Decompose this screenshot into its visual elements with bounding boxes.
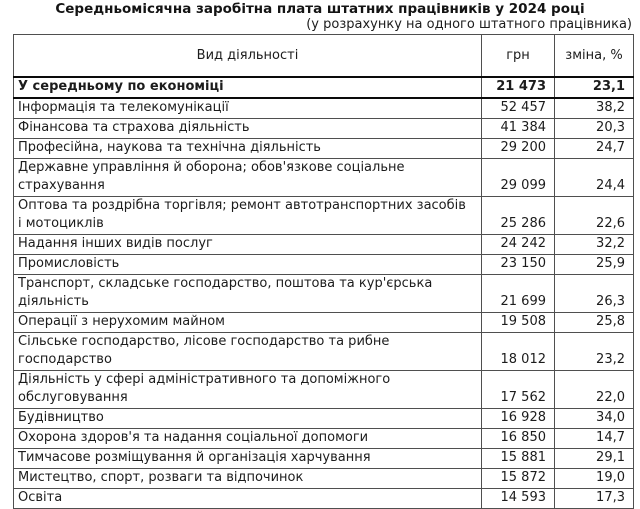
change-cell: 24,4 (555, 158, 634, 196)
activity-cell: Діяльність у сфері адміністративного та допоміжного обслуговування (14, 370, 482, 408)
summary-activity-cell: У середньому по економіці (14, 77, 482, 98)
uah-cell: 25 286 (482, 196, 555, 234)
change-cell: 19,0 (555, 468, 634, 488)
uah-cell: 29 099 (482, 158, 555, 196)
table-row (14, 428, 634, 448)
activity-cell: Промисловість (14, 254, 482, 274)
page-title: Середньомісячна заробітна плата штатних працівників у 2024 році (55, 1, 585, 17)
change-cell: 20,3 (555, 118, 634, 138)
uah-cell: 17 562 (482, 370, 555, 408)
uah-cell: 41 384 (482, 118, 555, 138)
activity-cell: Транспорт, складське господарство, поштова та кур'єрська діяльність (14, 274, 482, 312)
summary-row (14, 77, 634, 98)
change-cell: 14,7 (555, 428, 634, 448)
uah-cell: 23 150 (482, 254, 555, 274)
activity-cell: Мистецтво, спорт, розваги та відпочинок (14, 468, 482, 488)
activity-cell: Оптова та роздрібна торгівля; ремонт автотранспортних засобів і мотоциклів (14, 196, 482, 234)
column-header-change: зміна, % (555, 35, 634, 77)
activity-cell: Державне управління й оборона; обов'язкове соціальне страхування (14, 158, 482, 196)
uah-cell: 14 593 (482, 488, 555, 508)
table-row (14, 370, 634, 408)
table-row (14, 98, 634, 119)
uah-cell: 15 881 (482, 448, 555, 468)
table-row (14, 138, 634, 158)
uah-cell: 15 872 (482, 468, 555, 488)
change-cell: 38,2 (555, 98, 634, 119)
page-subtitle: (у розрахунку на одного штатного працівника) (306, 17, 632, 32)
activity-cell: Охорона здоров'я та надання соціальної допомоги (14, 428, 482, 448)
column-header-activity: Вид діяльності (14, 35, 482, 77)
change-cell: 32,2 (555, 234, 634, 254)
table-row (14, 448, 634, 468)
activity-cell: Професійна, наукова та технічна діяльність (14, 138, 482, 158)
uah-cell: 52 457 (482, 98, 555, 119)
activity-cell: Будівництво (14, 408, 482, 428)
table-row (14, 254, 634, 274)
change-cell: 29,1 (555, 448, 634, 468)
change-cell: 24,7 (555, 138, 634, 158)
change-cell: 25,9 (555, 254, 634, 274)
activity-cell: Операції з нерухомим майном (14, 312, 482, 332)
change-cell: 22,6 (555, 196, 634, 234)
table-row (14, 158, 634, 196)
activity-cell: Тимчасове розміщування й організація харчування (14, 448, 482, 468)
activity-cell: Сільське господарство, лісове господарство та рибне господарство (14, 332, 482, 370)
salary-table (13, 34, 634, 509)
uah-cell: 29 200 (482, 138, 555, 158)
uah-cell: 19 508 (482, 312, 555, 332)
uah-cell: 16 928 (482, 408, 555, 428)
change-cell: 34,0 (555, 408, 634, 428)
change-cell: 22,0 (555, 370, 634, 408)
table-row (14, 234, 634, 254)
uah-cell: 18 012 (482, 332, 555, 370)
table-row (14, 118, 634, 138)
change-cell: 26,3 (555, 274, 634, 312)
uah-cell: 24 242 (482, 234, 555, 254)
summary-change-cell: 23,1 (555, 77, 634, 98)
uah-cell: 21 699 (482, 274, 555, 312)
table-row (14, 468, 634, 488)
change-cell: 17,3 (555, 488, 634, 508)
table-row (14, 196, 634, 234)
change-cell: 25,8 (555, 312, 634, 332)
table-row (14, 408, 634, 428)
table-row (14, 312, 634, 332)
table-header-row (14, 35, 634, 77)
activity-cell: Надання інших видів послуг (14, 234, 482, 254)
activity-cell: Фінансова та страхова діяльність (14, 118, 482, 138)
activity-cell: Інформація та телекомунікації (14, 98, 482, 119)
change-cell: 23,2 (555, 332, 634, 370)
summary-uah-cell: 21 473 (482, 77, 555, 98)
table-row (14, 488, 634, 508)
table-row (14, 274, 634, 312)
activity-cell: Освіта (14, 488, 482, 508)
column-header-uah: грн (482, 35, 555, 77)
table-row (14, 332, 634, 370)
uah-cell: 16 850 (482, 428, 555, 448)
